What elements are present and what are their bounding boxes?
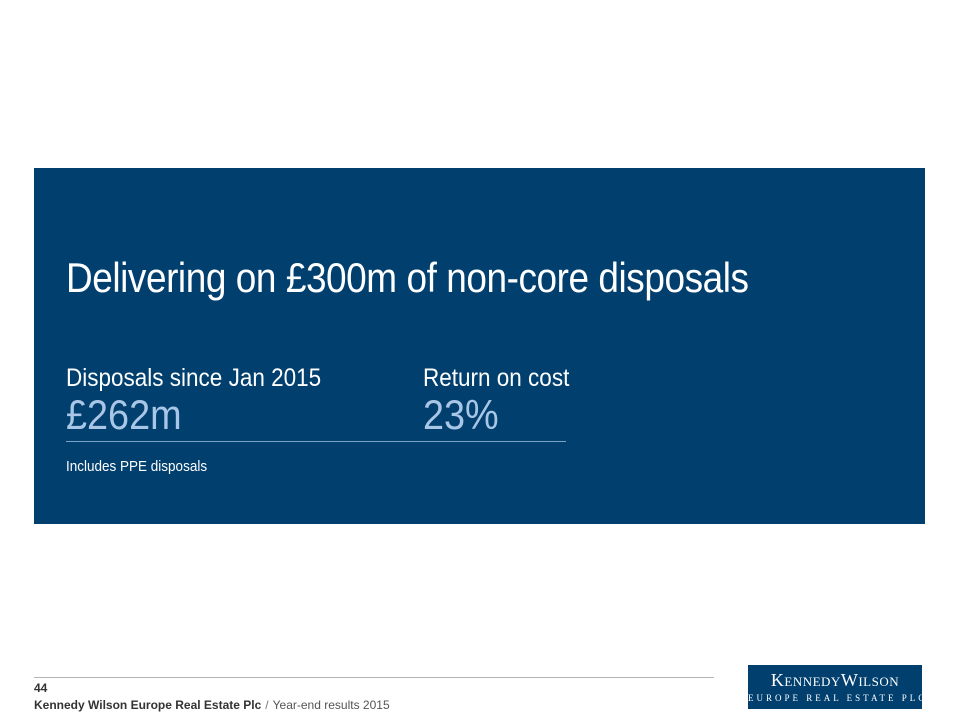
company-logo: [748, 665, 928, 709]
footer-text: [34, 698, 390, 712]
stat-label-disposals: Disposals since Jan 2015: [66, 364, 322, 392]
stats-divider: [66, 441, 566, 442]
highlight-panel: [34, 168, 925, 524]
footer-separator: /: [265, 698, 269, 712]
stats-footnote: Includes PPE disposals: [66, 458, 208, 475]
stat-label-return: Return on cost: [423, 364, 570, 392]
logo-subtitle: EUROPE REAL ESTATE PLC: [748, 693, 928, 703]
logo-wordmark: KennedyWilson: [770, 670, 900, 690]
footer-report: Year-end results 2015: [272, 698, 390, 712]
footer-divider: [34, 677, 714, 678]
page-number: 44: [34, 681, 48, 695]
stat-return: [423, 364, 586, 438]
slide-headline: Delivering on £300m of non-core disposals: [66, 254, 749, 301]
stat-value-disposals: £262m: [66, 391, 182, 438]
stat-value-return: 23%: [423, 391, 499, 438]
stat-disposals: [66, 364, 350, 438]
footer-company: Kennedy Wilson Europe Real Estate Plc: [34, 698, 262, 712]
